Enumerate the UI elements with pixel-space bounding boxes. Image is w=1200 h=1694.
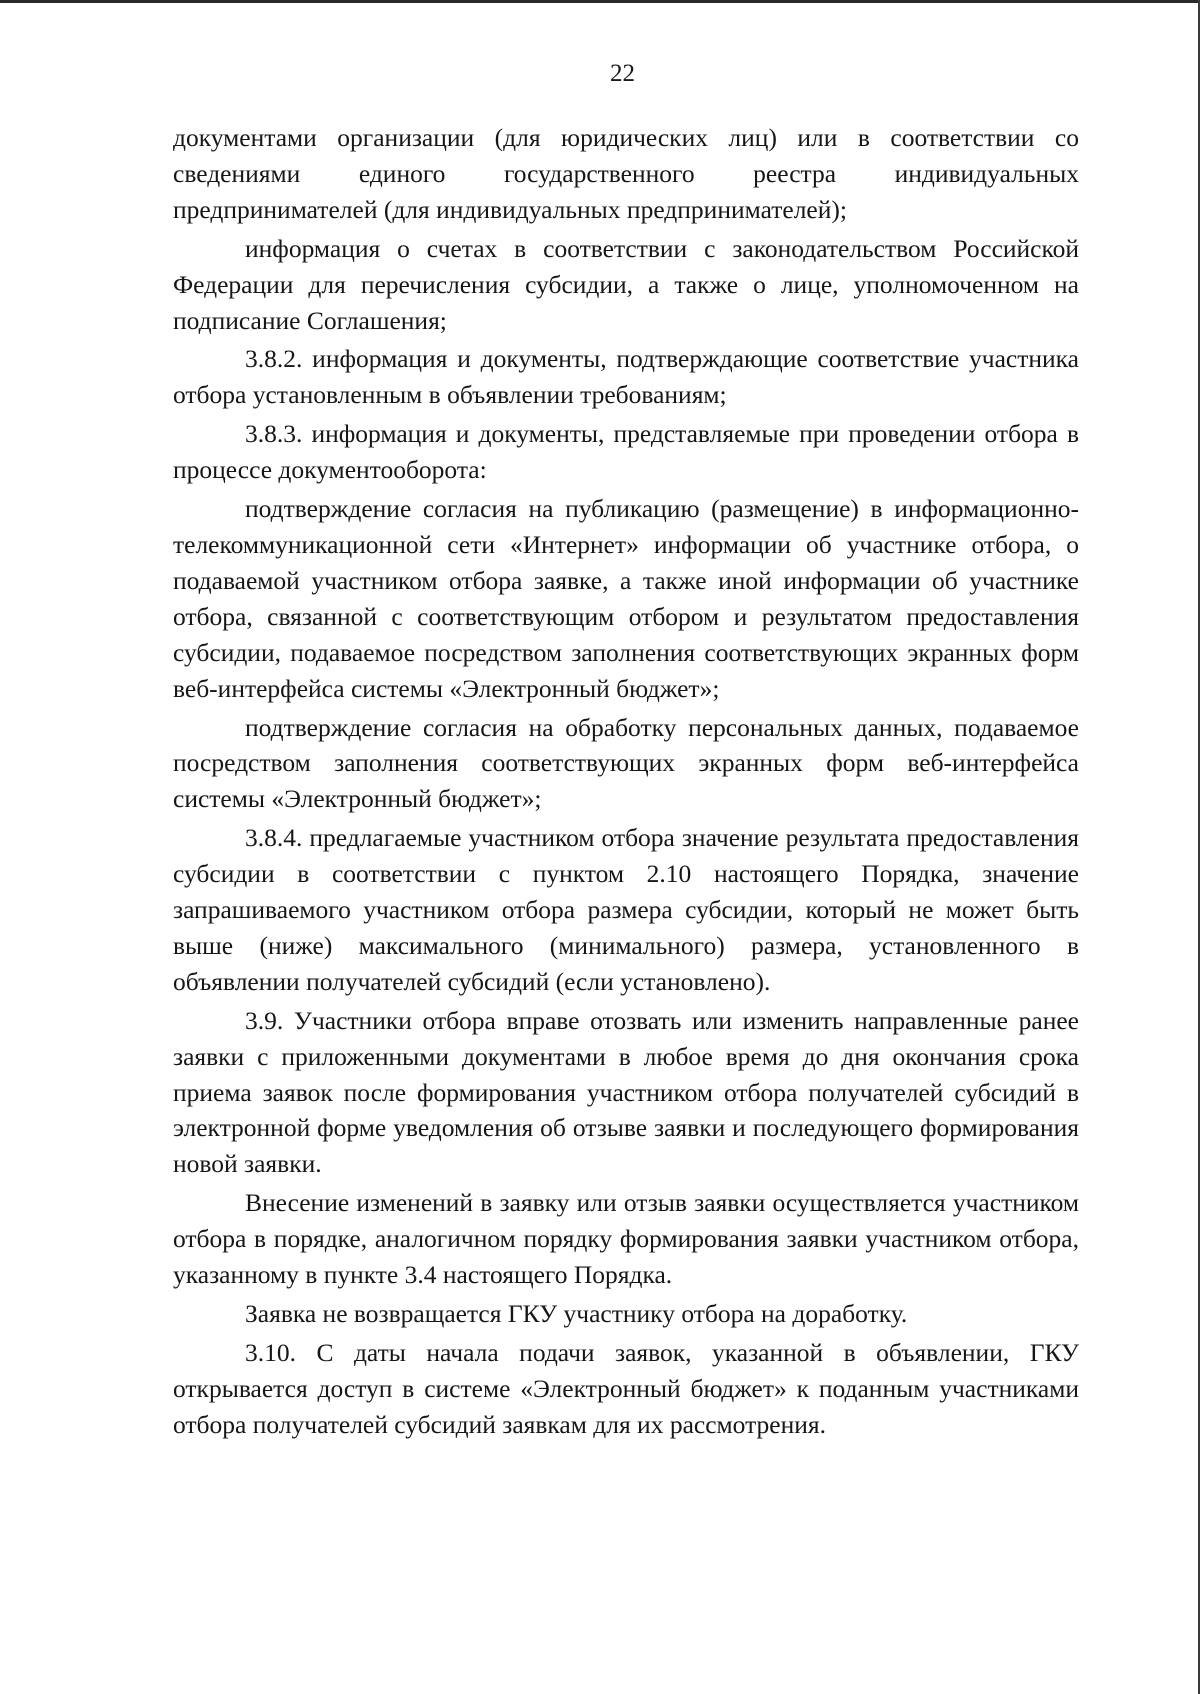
paragraph: 3.10. С даты начала подачи заявок, указанной в объявлении, ГКУ открывается доступ в системе «Электронный бюджет» к поданным участниками отбора получателей субсидий заявкам для их рассмотрения. <box>173 1337 1079 1439</box>
paragraph: подтверждение согласия на обработку персональных данных, подаваемое посредством заполнения соответствующих экранных форм веб-интерфейса системы «Электронный бюджет»; <box>173 712 1079 814</box>
paragraph: документами организации (для юридических лиц) или в соответствии со сведениями единого государственного реестра индивидуальных предпринимателей (для индивидуальных предпринимателей); <box>173 123 1079 224</box>
paragraph: 3.8.2. информация и документы, подтверждающие соответствие участника отбора установленным в объявлении требованиям; <box>173 344 1079 410</box>
document-body <box>173 120 1079 1443</box>
page-number: 22 <box>610 60 635 87</box>
paragraph: 3.8.3. информация и документы, представляемые при проведении отбора в процессе документооборота: <box>173 419 1079 485</box>
paragraph: 3.9. Участники отбора вправе отозвать или изменить направленные ранее заявки с приложенными документами в любое время до дня окончания срока приема заявок после формирования участником отбора получателей субсидий в электронной форме уведомления об отзыве заявки и последующего формирования новой заявки. <box>173 1005 1079 1179</box>
paragraph: подтверждение согласия на публикацию (размещение) в информационно-телекоммуникационной сети «Интернет» информации об участнике отбора, о подаваемой участником отбора заявке, а также иной информации об участнике отбора, связанной с соответствующим отбором и результатом предоставления субсидии, подаваемое посредством заполнения соответствующих экранных форм веб-интерфейса системы «Электронный бюджет»; <box>173 494 1079 703</box>
paragraph: Заявка не возвращается ГКУ участнику отбора на доработку. <box>245 1299 908 1328</box>
paragraph: информация о счетах в соответствии с законодательством Российской Федерации для перечисления субсидии, а также о лице, уполномоченном на подписание Соглашения; <box>173 233 1079 335</box>
scan-edge-top <box>0 0 1200 3</box>
paragraph: 3.8.4. предлагаемые участником отбора значение результата предоставления субсидии в соответствии с пунктом 2.10 настоящего Порядка, значение запрашиваемого участником отбора размера субсидии, который не может быть выше (ниже) максимального (минимального) размера, установленного в объявлении получателей субсидий (если установлено). <box>173 823 1079 996</box>
paragraph: Внесение изменений в заявку или отзыв заявки осуществляется участником отбора в порядке, аналогичном порядку формирования заявки участником отбора, указанному в пункте 3.4 настоящего Порядка. <box>173 1188 1079 1290</box>
